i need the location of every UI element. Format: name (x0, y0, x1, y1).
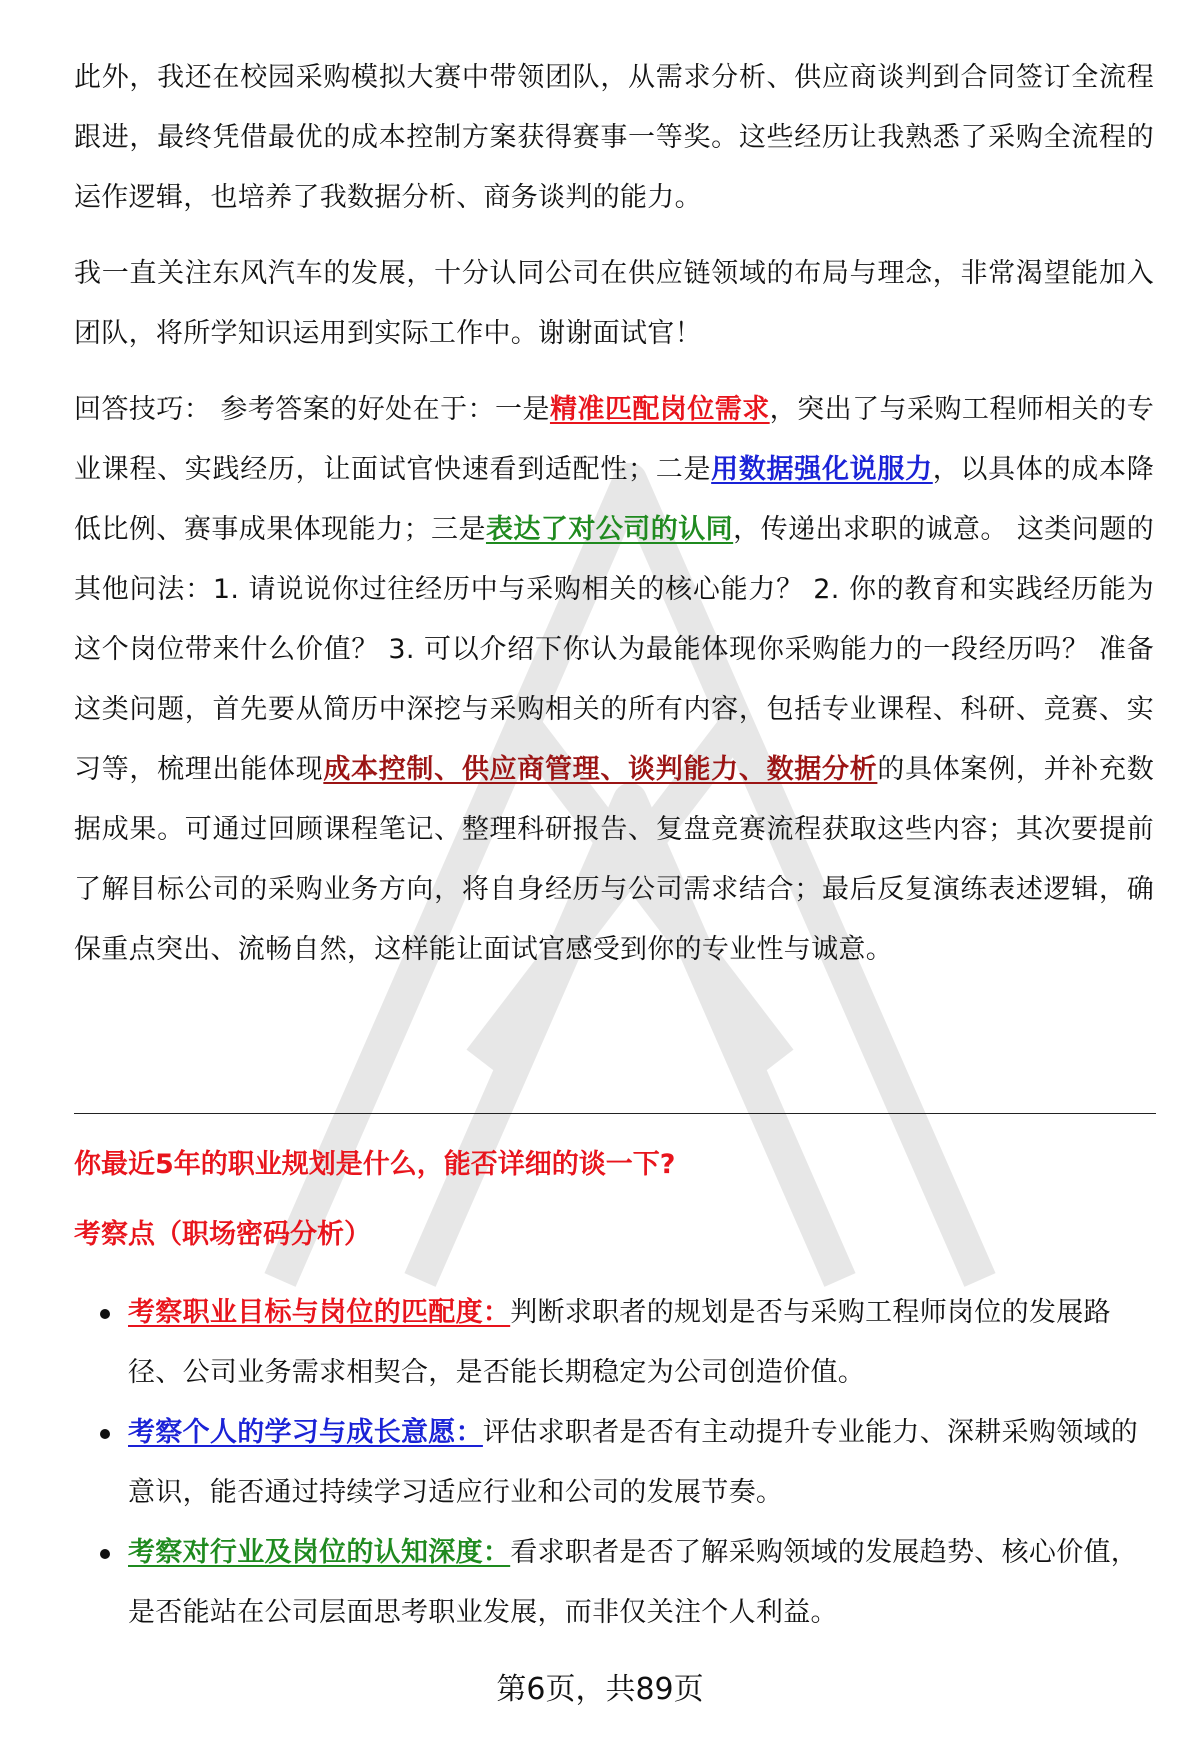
list-item (100, 1283, 1150, 1403)
paragraph-closing (74, 244, 1154, 364)
assessment-points-list (100, 1283, 1150, 1643)
paragraph-text: 此外，我还在校园采购模拟大赛中带领团队，从需求分析、供应商谈判到合同签订全流程跟进，最终凭借最优的成本控制方案获得赛事一等奖。这些经历让我熟悉了采购全流程的运作逻辑，也培养了我数据分析、商务谈判的能力。 (74, 62, 1154, 213)
bullet-label: 考察对行业及岗位的认知深度： (128, 1537, 511, 1568)
paragraph-text: 我一直关注东风汽车的发展，十分认同公司在供应链领域的布局与理念，非常渴望能加入团队，将所学知识运用到实际工作中。谢谢面试官！ (74, 258, 1154, 349)
highlight-precise-match: 精准匹配岗位需求 (549, 394, 770, 425)
paragraph-text: 的具体案例，并补充数据成果。可通过回顾课程笔记、整理科研报告、复盘竞赛流程获取这些内容；其次要提前了解目标公司的采购业务方向，将自身经历与公司需求结合；最后反复演练表述逻辑，确保重点突出、流畅自然，这样能让面试官感受到你的专业性与诚意。 (74, 754, 1155, 965)
paragraph-text: ，传递出求职的诚意。 这类问题的其他问法：1. 请说说你过往经历中与采购相关的核心能力？ 2. 你的教育和实践经历能为这个岗位带来什么价值？ 3. 可以介绍下你认为最能体现你采购能力的一段经历吗？ 准备这类问题，首先要从简历中深挖与采购相关的所有内容，包括专业课程、科研、竞赛、实习等，梳理出能体现 (74, 514, 1155, 785)
bullet-label: 考察个人的学习与成长意愿： (128, 1417, 483, 1448)
highlight-company-recognition: 表达了对公司的认同 (485, 514, 734, 545)
bullet-text: 评估求职者是否有主动提升专业能力、深耕采购领域的意识，能否通过持续学习适应行业和公司的发展节奏。 (128, 1417, 1139, 1508)
bullet-text: 看求职者是否了解采购领域的发展趋势、核心价值，是否能站在公司层面思考职业发展，而非仅关注个人利益。 (128, 1537, 1139, 1628)
highlight-key-skills: 成本控制、供应商管理、谈判能力、数据分析 (323, 754, 878, 785)
paragraph-text: ，以具体的成本降低比例、赛事成果体现能力；三是 (74, 454, 1154, 545)
bullet-icon (100, 1309, 110, 1319)
section-divider (74, 1113, 1156, 1114)
page-number: 第6页，共89页 (496, 1672, 704, 1707)
question-title: 你最近5年的职业规划是什么，能否详细的谈一下? (74, 1149, 676, 1180)
bullet-icon (100, 1429, 110, 1439)
paragraph-experience (74, 48, 1154, 228)
bullet-text: 判断求职者的规划是否与采购工程师岗位的发展路径、公司业务需求相契合，是否能长期稳定为公司创造价值。 (128, 1297, 1111, 1388)
paragraph-text: ，突出了与采购工程师相关的专业课程、实践经历，让面试官快速看到适配性；二是 (74, 394, 1155, 485)
document-body (74, 48, 1154, 996)
bullet-icon (100, 1549, 110, 1559)
highlight-data-persuasion: 用数据强化说服力 (711, 454, 933, 485)
section-title: 考察点（职场密码分析） (74, 1219, 371, 1250)
list-item (100, 1403, 1150, 1523)
bullet-label: 考察职业目标与岗位的匹配度： (128, 1297, 511, 1328)
paragraph-text: 回答技巧： 参考答案的好处在于：一是 (74, 394, 550, 425)
paragraph-answer-tips (74, 380, 1154, 980)
list-item (100, 1523, 1150, 1643)
